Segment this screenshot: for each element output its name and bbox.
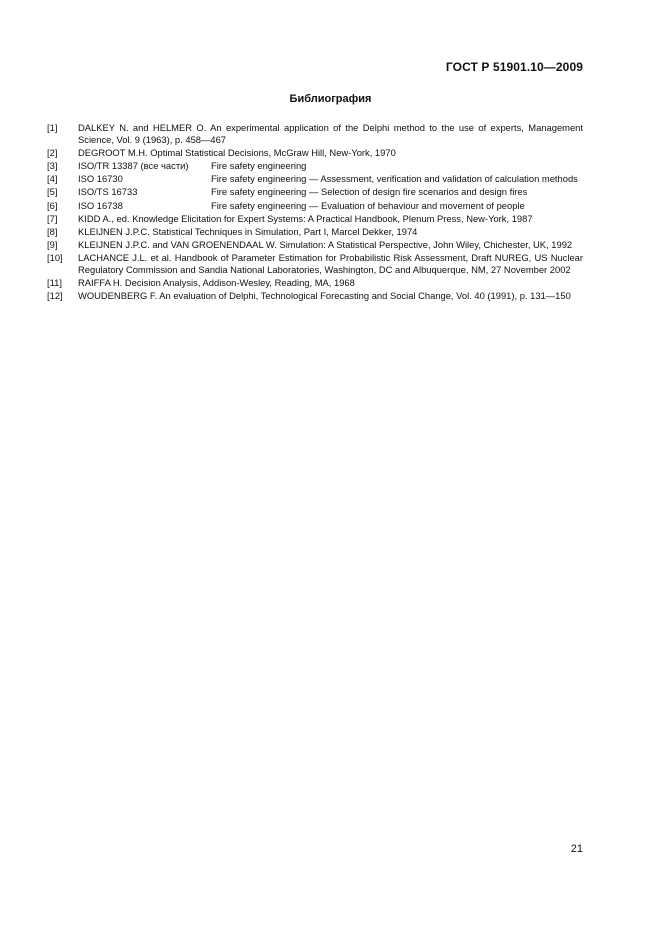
reference-text: KIDD A., ed. Knowledge Elicitation for Expert Systems: A Practical Handbook, Plenum Press, New-York, 1987 — [78, 212, 533, 224]
reference-title: Fire safety engineering — Selection of design fire scenarios and design fires — [211, 186, 528, 198]
reference-number: [11] — [47, 277, 62, 289]
bibliography-entry-5 — [47, 186, 583, 198]
page-number: 21 — [570, 843, 583, 855]
bibliography-entry-10 — [47, 252, 583, 275]
reference-text: WOUDENBERG F. An evaluation of Delphi, Technological Forecasting and Social Change, Vol. 40 (1991), p. 131—150 — [78, 290, 571, 302]
bibliography-entry-11 — [47, 277, 583, 289]
reference-text: DALKEY N. and HELMER O. An experimental application of the Delphi method to the use of experts, Management Science, Vol. 9 (1963), p. 458—467 — [78, 122, 583, 145]
reference-number: [1] — [47, 122, 58, 133]
bibliography-entry-4 — [47, 173, 583, 185]
reference-standard: ISO 16730 — [78, 173, 123, 185]
bibliography-entry-6 — [47, 200, 583, 212]
reference-text: DEGROOT M.H. Optimal Statistical Decisions, McGraw Hill, New-York, 1970 — [78, 146, 396, 158]
reference-number: [9] — [47, 239, 58, 251]
reference-title: Fire safety engineering — [211, 159, 307, 171]
reference-title: Fire safety engineering — Evaluation of behaviour and movement of people — [211, 199, 525, 211]
reference-title: Fire safety engineering — Assessment, verification and validation of calculation methods — [211, 173, 578, 185]
reference-text: RAIFFA H. Decision Analysis, Addison-Wesley, Reading, MA, 1968 — [78, 277, 355, 289]
section-title: Библиография — [289, 93, 372, 105]
reference-text: KLEIJNEN J.P.C. and VAN GROENENDAAL W. Simulation: A Statistical Perspective, John Wiley, Chichester, UK, 1992 — [78, 239, 573, 251]
reference-standard: ISO/TS 16733 — [78, 186, 138, 198]
bibliography-entry-7 — [47, 213, 583, 225]
reference-number: [4] — [47, 173, 58, 185]
reference-number: [6] — [47, 199, 58, 211]
bibliography-entry-12 — [47, 290, 583, 302]
reference-number: [2] — [47, 146, 58, 158]
reference-text: KLEIJNEN J.P.C. Statistical Techniques in Simulation, Part I, Marcel Dekker, 1974 — [78, 225, 418, 237]
bibliography-list — [47, 122, 583, 303]
reference-number: [7] — [47, 212, 58, 224]
bibliography-entry-2 — [47, 147, 583, 159]
reference-standard: ISO 16738 — [78, 199, 123, 211]
reference-number: [3] — [47, 159, 58, 171]
reference-number: [8] — [47, 225, 58, 237]
bibliography-entry-9 — [47, 239, 583, 251]
bibliography-entry-8 — [47, 226, 583, 238]
reference-text: LACHANCE J.L. et al. Handbook of Parameter Estimation for Probabilistic Risk Assessment, Draft NUREG, US Nuclear Regulatory Commission and Sandia National Laboratories, Washington, DC and Albuquerque, NM, 27 November 2002 — [78, 252, 583, 275]
reference-number: [12] — [47, 290, 63, 302]
bibliography-entry-1 — [47, 122, 583, 145]
reference-number: [5] — [47, 186, 58, 198]
document-code: ГОСТ Р 51901.10—2009 — [445, 60, 583, 74]
bibliography-entry-3 — [47, 160, 583, 172]
reference-number: [10] — [47, 252, 63, 264]
reference-standard: ISO/TR 13387 (все части) — [78, 159, 189, 171]
